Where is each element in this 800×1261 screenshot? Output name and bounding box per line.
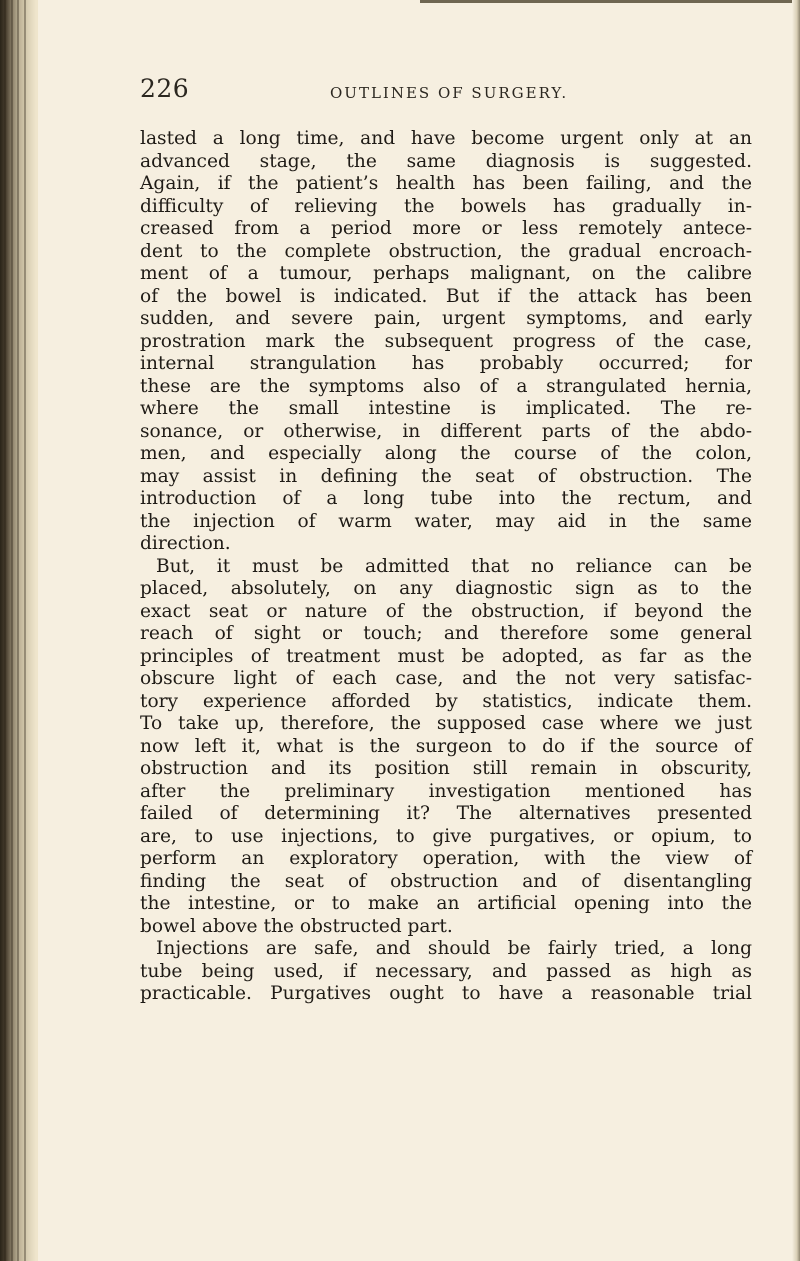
- text-line: sonance, or otherwise, in different parts of the abdo-: [140, 420, 752, 442]
- text-line: tube being used, if necessary, and passed as high as: [140, 960, 752, 982]
- text-line: exact seat or nature of the obstruction, if beyond the: [140, 600, 752, 622]
- text-line: placed, absolutely, on any diagnostic sign as to the: [140, 578, 752, 599]
- text-line: prostration mark the subsequent progress of the case,: [140, 330, 752, 352]
- text-line: lasted a long time, and have become urgent only at an: [140, 128, 752, 149]
- text-line: may assist in defining the seat of obstruction. The: [140, 465, 752, 487]
- text-line: finding the seat of obstruction and of disentangling: [140, 870, 752, 892]
- text-line: now left it, what is the surgeon to do if the source of: [140, 735, 752, 757]
- text-line: practicable. Purgatives ought to have a reasonable trial: [140, 983, 752, 1004]
- page-right-edge: [792, 0, 800, 1261]
- text-line: Injections are safe, and should be fairly tried, a long: [156, 938, 752, 959]
- text-line: To take up, therefore, the supposed case where we just: [140, 713, 752, 734]
- text-line: ment of a tumour, perhaps malignant, on the calibre: [140, 263, 752, 284]
- page-number: 226: [140, 74, 190, 103]
- text-line: But, it must be admitted that no reliance can be: [156, 555, 752, 577]
- text-line: the intestine, or to make an artificial opening into the: [140, 893, 752, 914]
- text-line: obstruction and its position still remain in obscurity,: [140, 758, 752, 779]
- body-text: [140, 128, 752, 1006]
- text-line: internal strangulation has probably occurred; for: [140, 353, 752, 374]
- text-line: direction.: [140, 533, 231, 554]
- text-line: Again, if the patient’s health has been failing, and the: [140, 173, 752, 194]
- text-line: difficulty of relieving the bowels has gradually in-: [140, 195, 752, 217]
- text-line: the injection of warm water, may aid in the same: [140, 510, 752, 532]
- gutter-streak: [24, 0, 26, 1261]
- text-line: of the bowel is indicated. But if the attack has been: [140, 285, 752, 307]
- text-line: reach of sight or touch; and therefore some general: [140, 623, 752, 644]
- text-line: creased from a period more or less remotely antece-: [140, 218, 752, 239]
- gutter-streak: [11, 0, 13, 1261]
- text-line: are, to use injections, to give purgatives, or opium, to: [140, 825, 752, 847]
- text-line: bowel above the obstructed part.: [140, 915, 453, 937]
- running-head: OUTLINES OF SURGERY.: [330, 84, 569, 102]
- text-line: these are the symptoms also of a strangulated hernia,: [140, 375, 752, 397]
- text-line: perform an exploratory operation, with the view of: [140, 848, 752, 869]
- text-line: obscure light of each case, and the not very satisfac-: [140, 668, 752, 689]
- text-line: sudden, and severe pain, urgent symptoms, and early: [140, 308, 752, 329]
- gutter-streak: [17, 0, 19, 1261]
- text-line: where the small intestine is implicated. The re-: [140, 398, 752, 419]
- text-line: dent to the complete obstruction, the gradual encroach-: [140, 240, 752, 262]
- text-line: failed of determining it? The alternatives presented: [140, 803, 752, 824]
- text-line: tory experience afforded by statistics, indicate them.: [140, 690, 752, 712]
- text-line: advanced stage, the same diagnosis is suggested.: [140, 150, 752, 172]
- text-line: principles of treatment must be adopted, as far as the: [140, 645, 752, 667]
- text-line: after the preliminary investigation mentioned has: [140, 780, 752, 802]
- gutter-streak: [4, 0, 6, 1261]
- text-line: men, and especially along the course of the colon,: [140, 443, 752, 464]
- top-edge-rule: [420, 0, 800, 3]
- text-line: introduction of a long tube into the rectum, and: [140, 488, 752, 509]
- page-header: [140, 74, 740, 114]
